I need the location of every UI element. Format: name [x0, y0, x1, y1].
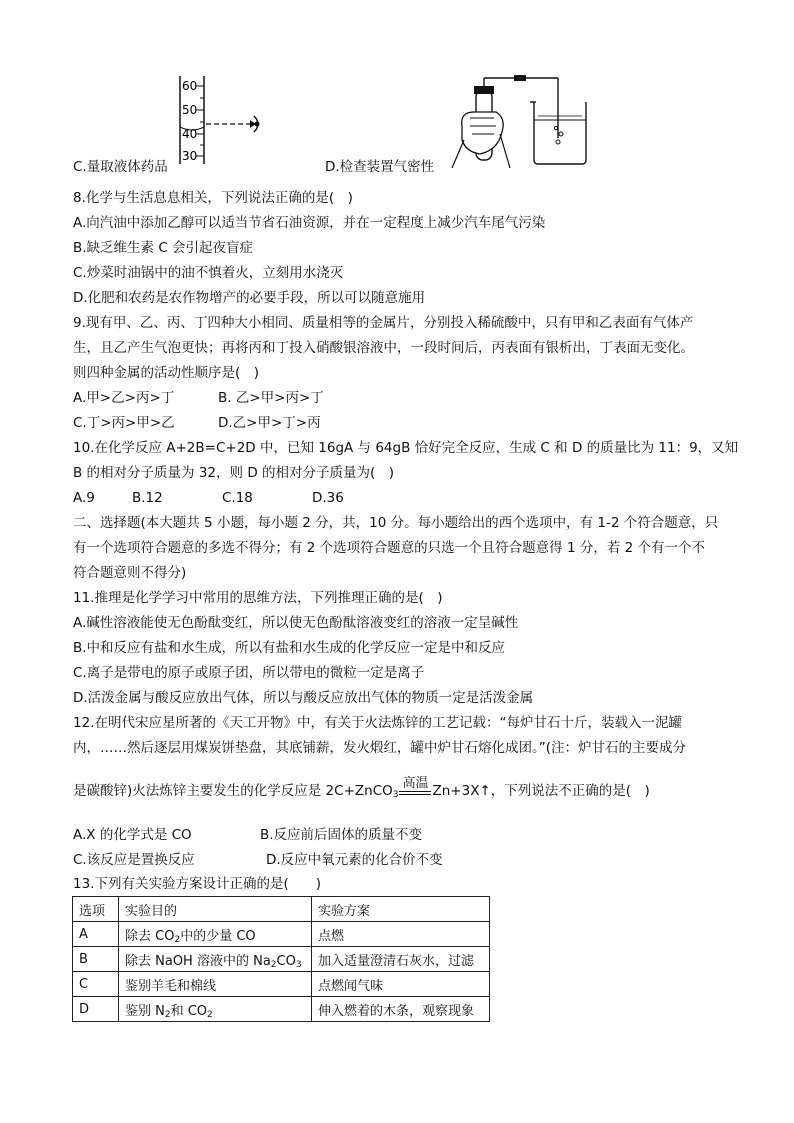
tick-label: 50: [182, 103, 198, 117]
tick-label: 40: [182, 127, 198, 141]
table-cell: [119, 922, 312, 947]
q9-option-c: C.丁>丙>甲>乙: [73, 415, 175, 431]
q12-option-c: C.该反应是置换反应: [73, 852, 195, 868]
table-row: [73, 972, 490, 997]
subscript: 2: [164, 1009, 171, 1020]
q10-option-a: A.9: [73, 490, 95, 506]
q12-option-a: A.X 的化学式是 CO: [73, 827, 192, 843]
table-cell: 伸入燃着的木条，观察现象: [312, 997, 490, 1022]
q11-option-c: C.离子是带电的原子或原子团，所以带电的微粒一定是离子: [73, 665, 425, 681]
q8-option-d: D.化肥和农药是农作物增产的必要手段，所以可以随意施用: [73, 290, 426, 306]
q11-option-b: B.中和反应有盐和水生成，所以有盐和水生成的化学反应一定是中和反应: [73, 640, 506, 656]
q11-option-a: A.碱性溶液能使无色酚酞变红，所以使无色酚酞溶液变红的溶液一定呈碱性: [73, 615, 519, 631]
table-cell: [119, 947, 312, 972]
q10-stem-line1: 10.在化学反应 A+2B=C+2D 中，已知 16gA 与 64gB 恰好完全反应，生成 C 和 D 的质量比为 11：9，又知: [73, 440, 739, 456]
tick-label: 30: [182, 149, 198, 163]
q8-option-c: C.炒菜时油锅中的油不慎着火，立刻用水浇灭: [73, 265, 344, 281]
subscript: 3: [392, 790, 399, 800]
table-cell: A: [73, 922, 119, 947]
q9-option-d: D.乙>甲>丁>丙: [218, 415, 321, 431]
q9-stem-line1: 9.现有甲、乙、丙、丁四种大小相同、质量相等的金属片，分别投入稀硫酸中，只有甲和乙表面有气体产: [73, 315, 694, 331]
q11-stem: 11.推理是化学学习中常用的思维方法，下列推理正确的是( ): [73, 590, 443, 606]
q10-stem-line2: B 的相对分子质量为 32，则 D 的相对分子质量为( ): [73, 465, 395, 481]
q12-stem-line1: 12.在明代宋应星所著的《天工开物》中，有关于火法炼锌的工艺记载：“每炉甘石十斤，装载入一泥罐: [73, 715, 682, 731]
graduated-cylinder-figure: [170, 72, 280, 172]
section2-instructions-line2: 有一个选项符合题意的多选不得分；有 2 个选项符合题意的只选一个且符合题意得 1 分，若 2 个有一个不: [73, 540, 706, 556]
airtightness-check-figure: [440, 72, 600, 172]
table-row: [73, 947, 490, 972]
section2-instructions-line1: 二、选择题(本大题共 5 小题，每小题 2 分，共，10 分。每小题给出的西个选项中，有 1-2 个符合题意，只: [73, 515, 719, 531]
q10-option-b: B.12: [132, 490, 163, 506]
table-cell: 点燃闻气味: [312, 972, 490, 997]
q12-equation-text-pre: 是碳酸锌)火法炼锌主要发生的化学反应是 2C+ZnCO: [73, 783, 393, 799]
q12-stem-line2: 内，……然后逐层用煤炭饼垫盘，其底铺薪，发火煅红，罐中炉甘石熔化成团。”(注：炉甘石的主要成分: [73, 740, 687, 756]
q10-option-c: C.18: [222, 490, 253, 506]
table-cell: 点燃: [312, 922, 490, 947]
q12-option-b: B.反应前后固体的质量不变: [260, 827, 423, 843]
section2-instructions-line3: 符合题意则不得分): [73, 565, 187, 581]
subscript: 2: [270, 959, 277, 970]
tick-label: 60: [182, 79, 198, 93]
option-d-label: D.检查装置气密性: [325, 159, 435, 175]
table-row: [73, 997, 490, 1022]
subscript: 2: [174, 934, 181, 945]
q11-option-d: D.活泼金属与酸反应放出气体，所以与酸反应放出气体的物质一定是活泼金属: [73, 690, 534, 706]
q8-option-a: A.向汽油中添加乙醇可以适当节省石油资源，并在一定程度上减少汽车尾气污染: [73, 215, 546, 231]
table-cell: B: [73, 947, 119, 972]
q9-stem-line3: 则四种金属的活动性顺序是( ): [73, 365, 260, 381]
q12-equation-line: [73, 776, 650, 800]
q8-option-b: B.缺乏维生素 C 会引起夜盲症: [73, 240, 254, 256]
q9-option-a: A.甲>乙>丙>丁: [73, 390, 175, 406]
q9-stem-line2: 生，且乙产生气泡更快；再将丙和丁投入硝酸银溶液中，一段时间后，丙表面有银析出，丁表面无变化。: [73, 340, 694, 356]
subscript: 3: [295, 959, 302, 970]
table-cell: D: [73, 997, 119, 1022]
table-header: 实验目的: [119, 897, 312, 922]
reaction-condition: 高温: [402, 776, 429, 791]
reaction-condition-arrow: [399, 776, 431, 795]
table-header: 选项: [73, 897, 119, 922]
cell-text: 中的少量 CO: [180, 928, 256, 944]
q8-stem: 8.化学与生活息息相关，下列说法正确的是( ): [73, 190, 353, 206]
cell-text: 鉴别 N: [125, 1003, 165, 1019]
q13-stem: 13.下列有关实验方案设计正确的是( ): [73, 876, 322, 892]
table-cell: 鉴别羊毛和棉线: [119, 972, 312, 997]
table-cell: 加入适量澄清石灰水，过滤: [312, 947, 490, 972]
table-row: [73, 922, 490, 947]
q9-option-b: B. 乙>甲>丙>丁: [218, 390, 324, 406]
subscript: 2: [207, 1009, 213, 1020]
table-header-row: [73, 897, 490, 922]
option-c-label: C.量取液体药品: [73, 159, 168, 175]
cell-text: 除去 NaOH 溶液中的 Na: [125, 953, 271, 969]
q10-option-d: D.36: [312, 490, 344, 506]
cell-text: 除去 CO: [125, 928, 175, 944]
q12-equation-text-post: Zn+3X↑，下列说法不正确的是( ): [432, 783, 650, 799]
q13-table: [72, 896, 490, 1022]
q12-option-d: D.反应中氧元素的化合价不变: [266, 852, 443, 868]
table-cell: [119, 997, 312, 1022]
cell-text: 和 CO: [170, 1003, 208, 1019]
table-cell: C: [73, 972, 119, 997]
table-header: 实验方案: [312, 897, 490, 922]
cell-text: CO: [276, 953, 296, 969]
